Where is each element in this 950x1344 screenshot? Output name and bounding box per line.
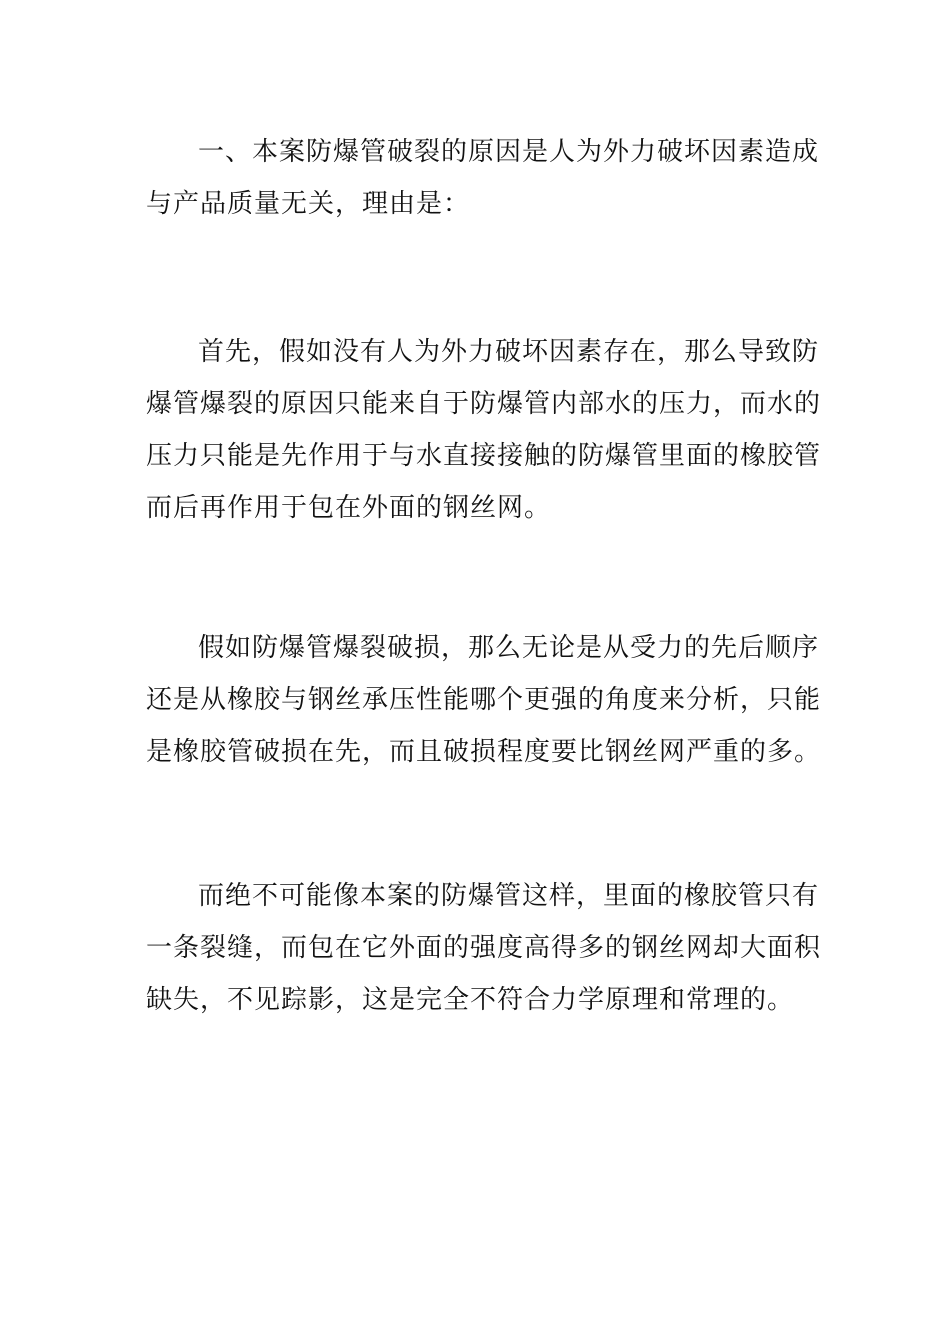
paragraph-1 xyxy=(146,126,820,230)
paragraph-3 xyxy=(146,622,822,778)
paragraph-4-line-1: 而绝不可能像本案的防爆管这样，里面的橡胶管只有 xyxy=(198,881,820,911)
paragraph-2 xyxy=(146,326,822,534)
paragraph-3-line-2: 还是从橡胶与钢丝承压性能哪个更强的角度来分析，只能 xyxy=(146,685,822,715)
paragraph-3-line-1: 假如防爆管爆裂破损，那么无论是从受力的先后顺序 xyxy=(198,633,820,663)
paragraph-4-line-3: 缺失，不见踪影，这是完全不符合力学原理和常理的。 xyxy=(146,985,795,1015)
paragraph-2-line-2: 爆管爆裂的原因只能来自于防爆管内部水的压力，而水的 xyxy=(146,389,822,419)
paragraph-2-line-4: 而后再作用于包在外面的钢丝网。 xyxy=(146,493,552,523)
paragraph-2-line-3: 压力只能是先作用于与水直接接触的防爆管里面的橡胶管 xyxy=(146,441,822,471)
paragraph-3-line-3: 是橡胶管破损在先，而且破损程度要比钢丝网严重的多。 xyxy=(146,737,822,767)
paragraph-1-line-1: 一、本案防爆管破裂的原因是人为外力破坏因素造成 xyxy=(198,137,820,167)
paragraph-4 xyxy=(146,870,822,1026)
paragraph-1-line-2: 与产品质量无关，理由是： xyxy=(146,189,471,219)
paragraph-2-line-1: 首先，假如没有人为外力破坏因素存在，那么导致防 xyxy=(198,337,820,367)
paragraph-4-line-2: 一条裂缝，而包在它外面的强度高得多的钢丝网却大面积 xyxy=(146,933,822,963)
